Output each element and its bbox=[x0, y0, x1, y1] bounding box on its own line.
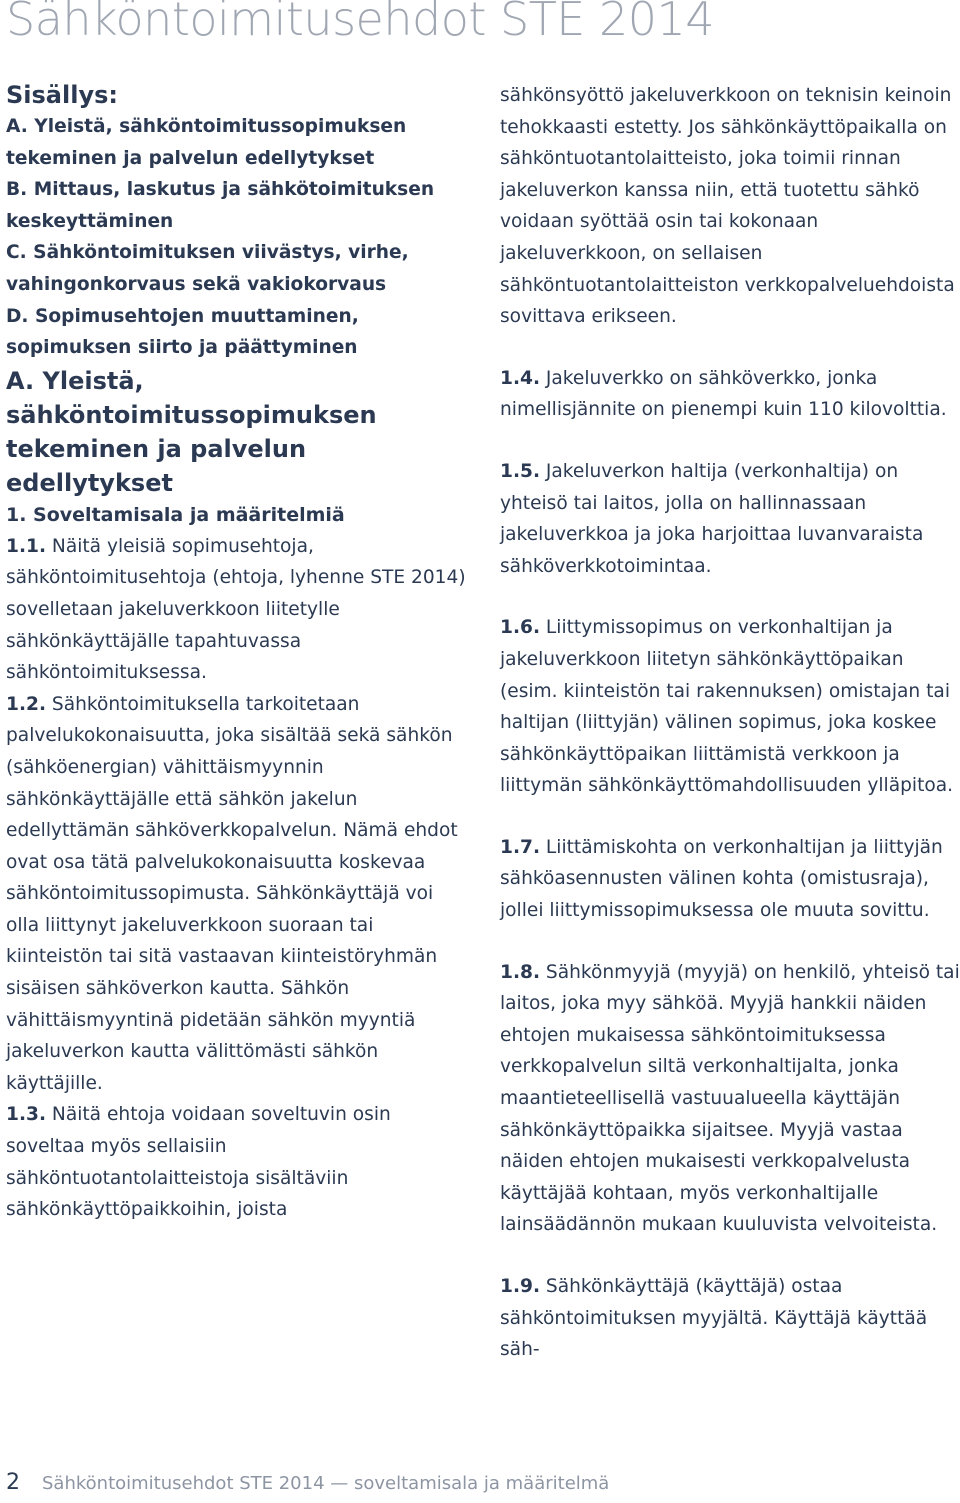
paragraph-text: Sähkönkäyttäjä (käyttäjä) ostaa sähköntoimituksen myyjältä. Käyttäjä käyttää säh- bbox=[500, 1276, 928, 1361]
paragraph-1-8 bbox=[500, 957, 960, 1241]
paragraph-number: 1.8. bbox=[500, 961, 541, 983]
page-title: Sähköntoimitusehdot STE 2014 bbox=[6, 0, 715, 46]
paragraph-1-1 bbox=[6, 531, 466, 689]
paragraph-number: 1.2. bbox=[6, 693, 47, 715]
right-column bbox=[500, 80, 960, 1396]
paragraph-text: Liittämiskohta on verkonhaltijan ja liittyjän sähköasennusten välinen kohta (omistusraja), jollei liittymissopimuksessa ole muuta sovittu. bbox=[500, 836, 943, 922]
paragraph-number: 1.5. bbox=[500, 460, 541, 482]
toc-heading: Sisällys: bbox=[6, 81, 118, 109]
paragraph-text: Sähkönmyyjä (myyjä) on henkilö, yhteisö tai laitos, joka myy sähköä. Myyjä hankkii näiden ehtojen mukaisessa sähköntoimituksessa verkkopalvelun siltä verkonhaltijalta, jonka maantieteellisellä vastuualueella käyttäjän sähkönkäyttöpaikka sijaitsee. Myyjä vastaa näiden ehtojen mukaisesti verkkopalvelusta käyttäjää kohtaan, myös verkonhaltijalle lainsäädännön mukaan kuuluvista velvoiteista. bbox=[500, 961, 960, 1236]
paragraph-1-7 bbox=[500, 832, 960, 927]
paragraph-number: 1.9. bbox=[500, 1276, 541, 1297]
paragraph-1-6 bbox=[500, 612, 960, 802]
paragraph-1-5 bbox=[500, 456, 960, 582]
paragraph-1-4 bbox=[500, 363, 960, 426]
paragraph-number: 1.4. bbox=[500, 367, 541, 389]
left-column bbox=[6, 80, 466, 1226]
paragraph-text: Jakeluverkko on sähköverkko, jonka nimellisjännite on pienempi kuin 110 kilovolttia. bbox=[500, 367, 947, 421]
paragraph-1-3 bbox=[6, 1099, 466, 1225]
page-footer bbox=[6, 1470, 609, 1495]
paragraph-text: Liittymissopimus on verkonhaltijan ja jakeluverkkoon liitetyn sähkönkäyttöpaikan (esim. kiinteistön tai rakennuksen) omistajan tai haltijan (liittyjän) välinen sopimus, joka koskee sähkönkäyttöpaikan liittämistä verkkoon ja liittymän sähkönkäyttömahdollisuuden ylläpitoa. bbox=[500, 617, 954, 797]
footer-text: Sähköntoimitusehdot STE 2014 — soveltamisala ja määritelmä bbox=[42, 1473, 610, 1494]
toc-item-a: A. Yleistä, sähköntoimitussopimuksen tekeminen ja palvelun edellytykset bbox=[6, 116, 407, 169]
paragraph-text: sähkönsyöttö jakeluverkkoon on teknisin keinoin tehokkaasti estetty. Jos sähkönkäyttöpaikalla on sähköntuotantolaitteisto, joka toimii rinnan jakeluverkon kanssa niin, että tuotettu sähkö voidaan syöttää osin tai kokonaan jakeluverkkoon, on sellaisen sähköntuotantolaitteiston verkkopalveluehdoista sovittava erikseen. bbox=[500, 85, 955, 328]
toc-item-b: B. Mittaus, laskutus ja sähkötoimituksen keskeyttäminen bbox=[6, 179, 435, 232]
section-heading: A. Yleistä, sähköntoimitussopimuksen tekeminen ja palvelun edellytykset bbox=[6, 366, 377, 497]
paragraph-1-9 bbox=[500, 1271, 960, 1366]
paragraph-text: Näitä yleisiä sopimusehtoja, sähköntoimitusehtoja (ehtoja, lyhenne STE 2014) sovelletaan jakeluverkkoon liitetylle sähkönkäyttäjälle tapahtuvassa sähköntoimituksessa. bbox=[6, 535, 466, 684]
paragraph-number: 1.3. bbox=[6, 1104, 47, 1126]
paragraph-number: 1.1. bbox=[6, 535, 47, 557]
paragraph-1-2 bbox=[6, 689, 466, 1100]
toc-item-c: C. Sähköntoimituksen viivästys, virhe, vahingonkorvaus sekä vakiokorvaus bbox=[6, 242, 409, 295]
paragraph-text: Sähköntoimituksella tarkoitetaan palvelukokonaisuutta, joka sisältää sekä sähkön (sähköenergian) vähittäismyynnin sähkönkäyttäjälle että sähkön jakelun edellyttämän sähköverkkopalvelun. Nämä ehdot ovat osa tätä palvelukokonaisuutta koskevaa sähköntoimitussopimusta. Sähkönkäyttäjä voi olla liittynyt jakeluverkkoon suoraan tai kiinteistön tai sitä vastaavan kiinteistöryhmän sisäisen sähköverkon kautta. Sähkön vähittäismyyntinä pidetään sähkön myyntiä jakeluverkon kautta välittömästi sähkön käyttäjille. bbox=[6, 693, 458, 1094]
page-number: 2 bbox=[6, 1470, 20, 1495]
toc-item-d: D. Sopimusehtojen muuttaminen, sopimuksen siirto ja päättyminen bbox=[6, 305, 359, 359]
paragraph-text: Näitä ehtoja voidaan soveltuvin osin soveltaa myös sellaisiin sähköntuotantolaitteistoja sisältäviin sähkönkäyttöpaikkoihin, joista bbox=[6, 1104, 391, 1221]
paragraph-number: 1.6. bbox=[500, 617, 541, 639]
paragraph-1-3-continued bbox=[500, 80, 960, 333]
subsection-heading: 1. Soveltamisala ja määritelmiä bbox=[6, 503, 345, 526]
paragraph-number: 1.7. bbox=[500, 836, 541, 858]
paragraph-text: Jakeluverkon haltija (verkonhaltija) on yhteisö tai laitos, jolla on hallinnassaan jakeluverkkoa ja joka harjoittaa luvanvaraista sähköverkkotoimintaa. bbox=[500, 460, 924, 577]
